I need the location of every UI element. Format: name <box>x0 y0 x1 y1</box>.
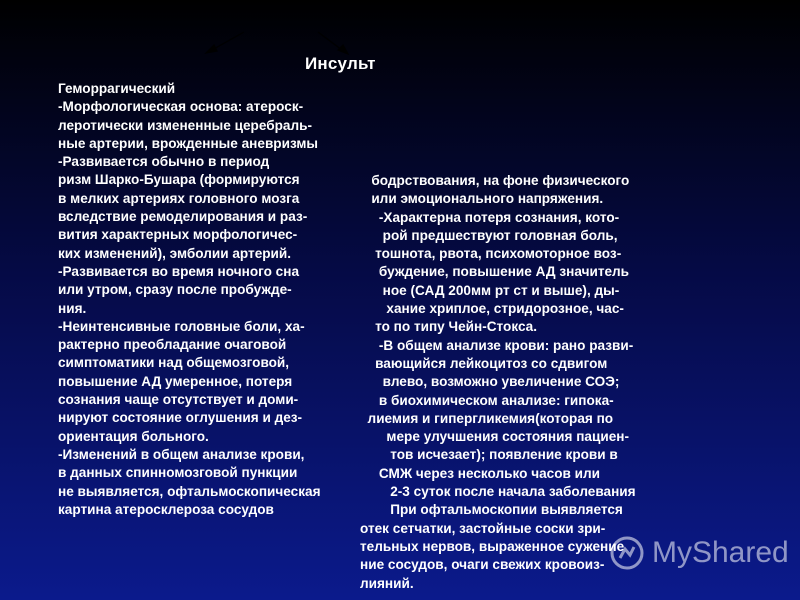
left-line: рактерно преобладание очаговой <box>58 337 287 353</box>
right-line: буждение, повышение АД значитель <box>360 264 630 280</box>
left-text-column <box>58 80 321 519</box>
left-line: сознания чаще отсутствует и доми- <box>58 392 299 408</box>
left-line: в данных спинномозговой пункции <box>58 465 298 481</box>
right-line: лиемия и гипергликемия(которая по <box>360 410 614 426</box>
right-line: тошнота, рвота, психомоторное воз- <box>360 246 622 262</box>
right-arrow-head <box>338 45 348 54</box>
right-line: вающийся лейкоцитоз со сдвигом <box>360 355 608 371</box>
right-arrow-line <box>318 32 342 50</box>
left-line: -Изменений в общем анализе крови, <box>58 446 305 462</box>
right-line: бодрствования, на фоне физического <box>360 173 630 188</box>
right-line: влево, возможно увеличение СОЭ; <box>360 374 620 390</box>
right-line: тельных нервов, выраженное сужение <box>360 538 625 554</box>
left-line: вследствие ремоделирования и раз- <box>58 209 308 225</box>
right-line: то по типу Чейн-Стокса. <box>360 319 538 335</box>
right-line: -В общем анализе крови: рано разви- <box>360 337 634 353</box>
right-line: ние сосудов, очаги свежих кровоиз- <box>360 557 605 573</box>
right-line: При офтальмоскопии выявляется <box>360 502 623 518</box>
left-line: -Морфологическая основа: атероск- <box>58 99 304 115</box>
right-line: лияний. <box>360 575 414 591</box>
left-line: симптоматики над общемозговой, <box>58 355 290 371</box>
left-line: ких изменений), эмболии артерий. <box>58 245 292 261</box>
left-line: -Развивается во время ночного сна <box>58 263 300 279</box>
left-line: ризм Шарко-Бушара (формируются <box>58 172 300 188</box>
left-line: или утром, сразу после пробужде- <box>58 282 292 298</box>
myshared-logo-icon <box>610 536 644 570</box>
slide-title: Инсульт <box>305 54 376 73</box>
right-line: тов исчезает); появление крови в <box>360 447 618 463</box>
left-line: ния. <box>58 300 87 316</box>
left-line: не выявляется, офтальмоскопическая <box>58 483 321 499</box>
right-line: в биохимическом анализе: гипока- <box>360 392 614 408</box>
right-line: хание хриплое, стридорозное, час- <box>360 301 624 317</box>
left-line: нируют состояние оглушения и дез- <box>58 410 303 426</box>
right-line: или эмоционального напряжения. <box>360 191 604 207</box>
left-line: Геморрагический <box>58 81 176 96</box>
right-line: -Характерна потеря сознания, кото- <box>360 209 620 225</box>
right-line: отек сетчатки, застойные соски зри- <box>360 520 606 536</box>
watermark <box>610 536 789 570</box>
right-line: СМЖ через несколько часов или <box>360 465 600 481</box>
left-line: картина атеросклероза сосудов <box>58 501 274 517</box>
title-arrows <box>0 0 800 80</box>
left-line: -Неинтенсивные головные боли, ха- <box>58 318 305 334</box>
left-line: вития характерных морфологичес- <box>58 227 298 243</box>
left-arrow-line <box>212 32 244 50</box>
left-line: леротически измененные церебраль- <box>58 117 312 133</box>
right-line: мере улучшения состояния пациен- <box>360 429 629 445</box>
watermark-text: MyShared <box>652 536 789 569</box>
left-arrow-head <box>206 45 217 53</box>
right-line: рой предшествуют головная боль, <box>360 227 618 243</box>
right-text-column <box>360 172 636 593</box>
left-line: в мелких артериях головного мозга <box>58 190 300 206</box>
left-line: ориентация больного. <box>58 428 209 444</box>
left-line: -Развивается обычно в период <box>58 154 270 170</box>
left-line: ные артерии, врожденные аневризмы <box>58 135 319 151</box>
left-line: повышение АД умеренное, потеря <box>58 373 293 389</box>
right-line: ное (САД 200мм рт ст и выше), ды- <box>360 282 620 298</box>
right-line: 2-3 суток после начала заболевания <box>360 484 636 500</box>
